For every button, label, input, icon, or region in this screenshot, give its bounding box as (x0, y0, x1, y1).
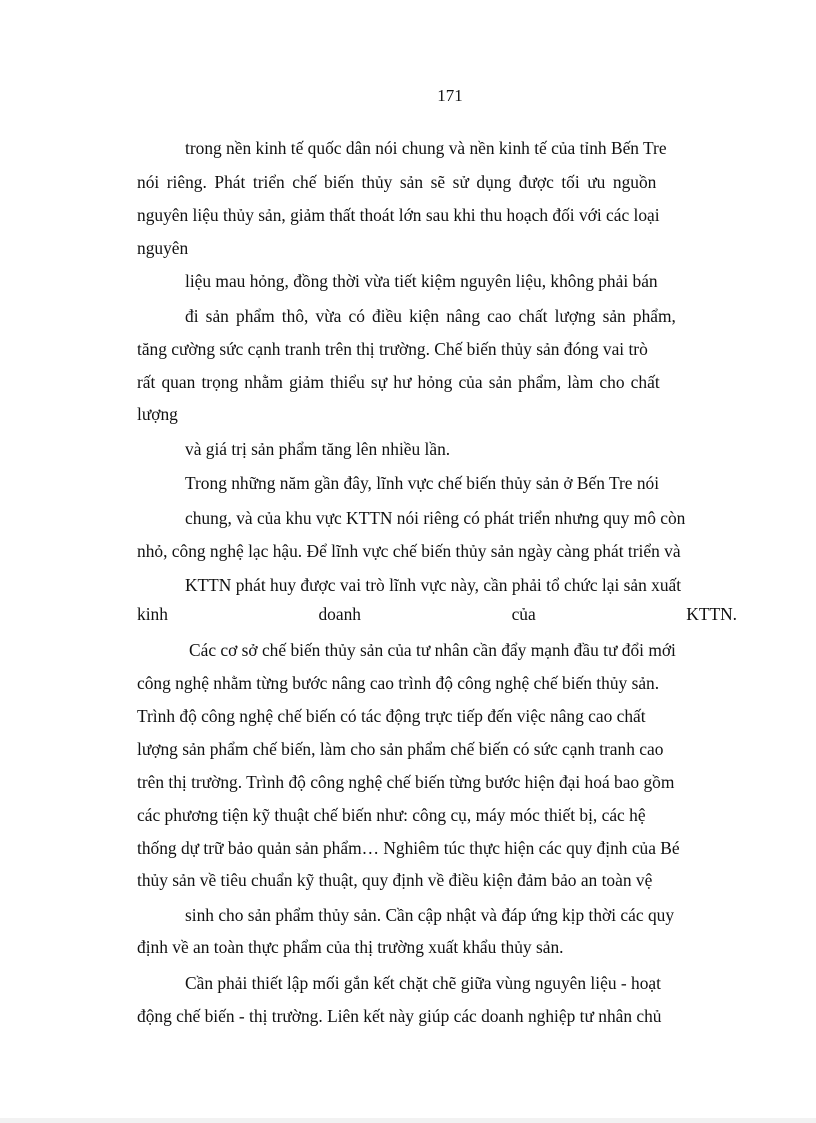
text-line: chung, và của khu vực KTTN nói riêng có phát triển nhưng quy mô còn (185, 508, 686, 528)
text-line: trong nền kinh tế quốc dân nói chung và nền kinh tế của tỉnh Bến Tre (185, 138, 667, 158)
text-line: thủy sản về tiêu chuẩn kỹ thuật, quy định về điều kiện đảm bảo an toàn vệ (137, 870, 653, 890)
text-line: nguyên (137, 238, 189, 258)
text-line: KTTN phát huy được vai trò lĩnh vực này, cần phải tổ chức lại sản xuất (185, 575, 682, 595)
text-line: các phương tiện kỹ thuật chế biến như: công cụ, máy móc thiết bị, các hệ (137, 805, 646, 825)
text-line: liệu mau hỏng, đồng thời vừa tiết kiệm nguyên liệu, không phải bán (185, 271, 658, 291)
text-line: nói riêng. Phát triển chế biến thủy sản sẽ sử dụng được tối ưu nguồn (137, 172, 657, 192)
justified-word: KTTN. (686, 604, 737, 624)
text-line: và giá trị sản phẩm tăng lên nhiều lần. (185, 439, 451, 459)
text-line: lượng sản phẩm chế biến, làm cho sản phẩm chế biến có sức cạnh tranh cao (137, 739, 664, 759)
text-line: lượng (137, 404, 178, 424)
text-line: thống dự trữ bảo quản sản phẩm… Nghiêm túc thực hiện các quy định của Bé (137, 838, 680, 858)
justified-line (137, 604, 737, 625)
text-line: nguyên liệu thủy sản, giảm thất thoát lớn sau khi thu hoạch đối với các loại (137, 205, 660, 225)
text-line: Trình độ công nghệ chế biến có tác động trực tiếp đến việc nâng cao chất (137, 706, 646, 726)
text-line: Cần phải thiết lập mối gắn kết chặt chẽ giữa vùng nguyên liệu - hoạt (185, 973, 661, 993)
text-line: nhỏ, công nghệ lạc hậu. Để lĩnh vực chế biến thủy sản ngày càng phát triển và (137, 541, 681, 561)
text-line: Các cơ sở chế biến thủy sản của tư nhân cần đẩy mạnh đầu tư đổi mới (189, 640, 676, 660)
justified-word: kinh (137, 604, 168, 624)
text-line: sinh cho sản phẩm thủy sản. Cần cập nhật và đáp ứng kịp thời các quy (185, 905, 675, 925)
page-number: 171 (437, 86, 463, 105)
text-line: trên thị trường. Trình độ công nghệ chế biến từng bước hiện đại hoá bao gồm (137, 772, 675, 792)
page-bottom-edge (0, 1118, 816, 1123)
text-line: rất quan trọng nhằm giảm thiểu sự hư hỏng của sản phẩm, làm cho chất (137, 372, 660, 392)
text-line: định về an toàn thực phẩm của thị trường xuất khẩu thủy sản. (137, 937, 564, 957)
text-line: đi sản phẩm thô, vừa có điều kiện nâng cao chất lượng sản phẩm, (185, 306, 676, 326)
text-line: Trong những năm gần đây, lĩnh vực chế biến thủy sản ở Bến Tre nói (185, 473, 660, 493)
text-line: động chế biến - thị trường. Liên kết này giúp các doanh nghiệp tư nhân chủ (137, 1006, 662, 1026)
text-line: công nghệ nhằm từng bước nâng cao trình độ công nghệ chế biến thủy sản. (137, 673, 660, 693)
text-line: tăng cường sức cạnh tranh trên thị trường. Chế biến thủy sản đóng vai trò (137, 339, 648, 359)
justified-word: doanh (318, 604, 361, 624)
justified-word: của (511, 604, 536, 624)
